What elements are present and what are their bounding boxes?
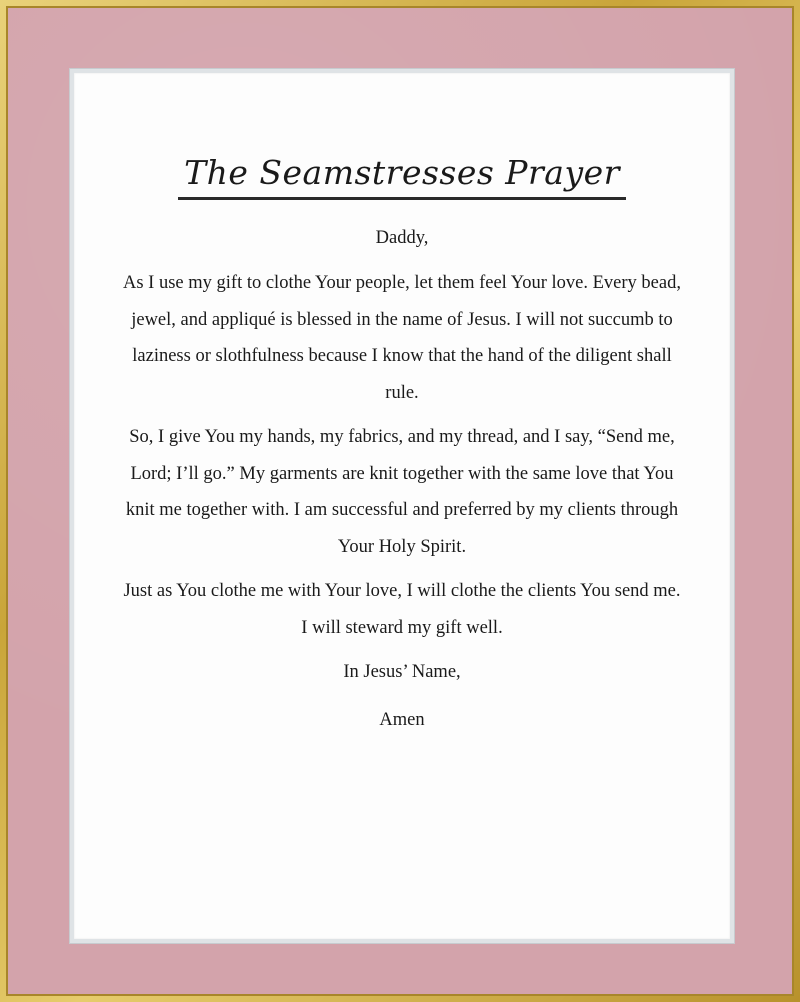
- title-underline: [178, 153, 626, 200]
- prayer-content: [74, 153, 730, 750]
- prayer-title: The Seamstresses Prayer: [184, 153, 620, 192]
- paragraph-2: So, I give You my hands, my fabrics, and my thread, and I say, “Send me, Lord; I’ll go.” My garments are knit together with the same love that You knit me together with. I am successful and preferred by my clients through Your Holy Spirit.: [125, 427, 679, 557]
- paragraph-1: As I use my gift to clothe Your people, let them feel Your love. Every bead, jewel, and appliqué is blessed in the name of Jesus. I will not succumb to laziness or slothfulness because I know that the hand of the diligent shall rule.: [123, 273, 681, 403]
- pink-mat: [8, 8, 792, 994]
- frame-edge: [6, 6, 794, 996]
- closing-line: In Jesus’ Name,: [343, 662, 461, 682]
- prayer-sheet: [74, 73, 730, 939]
- paragraph-3: Just as You clothe me with Your love, I will clothe the clients You send me. I will steward my gift well.: [123, 581, 681, 638]
- greeting: Daddy,: [375, 228, 429, 248]
- paper-bevel: [69, 68, 735, 944]
- signoff: Amen: [379, 710, 425, 730]
